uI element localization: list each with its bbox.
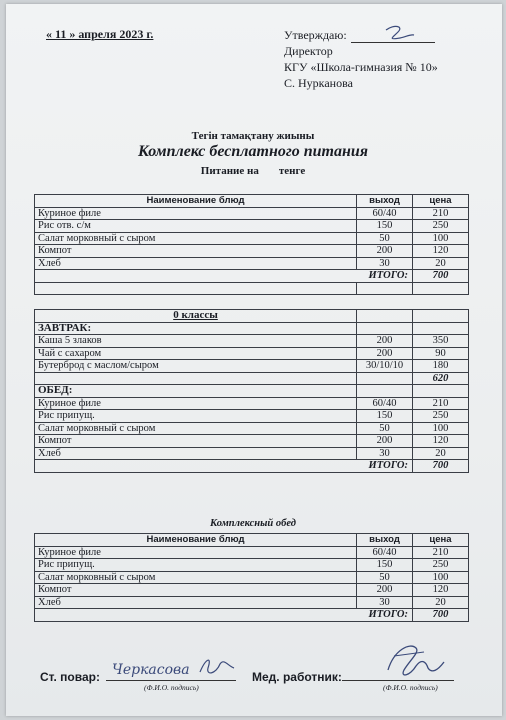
column-name-header: Наименование блюд bbox=[35, 534, 357, 547]
approver-org: КГУ «Школа-гимназия № 10» bbox=[284, 60, 438, 74]
dish-name: Салат морковный с сыром bbox=[35, 232, 357, 245]
dish-price: 20 bbox=[413, 596, 469, 609]
page-title: Комплекс бесплатного питания bbox=[138, 143, 368, 160]
dish-price: 20 bbox=[413, 447, 469, 460]
dish-name: Хлеб bbox=[35, 257, 357, 270]
cook-signature bbox=[108, 650, 240, 684]
dish-price: 210 bbox=[413, 397, 469, 410]
dish-output: 60/40 bbox=[357, 546, 413, 559]
table-row bbox=[35, 360, 469, 373]
dish-name: Рис отв. с/м bbox=[35, 220, 357, 233]
approver-position: Директор bbox=[284, 44, 333, 58]
breakfast-total-value: 620 bbox=[413, 372, 469, 385]
cook-hint: (Ф.И.О. подпись) bbox=[144, 683, 199, 692]
menu-table-complex-body bbox=[35, 546, 469, 609]
document-date: « 11 » апреля 2023 г. bbox=[46, 27, 154, 41]
complex-lunch-label: Комплексный обед bbox=[210, 518, 296, 529]
dish-output: 30/10/10 bbox=[357, 360, 413, 373]
column-output-header: выход bbox=[357, 195, 413, 208]
total-label: ИТОГО: bbox=[35, 609, 413, 622]
total-value: 700 bbox=[413, 609, 469, 622]
dish-name: Бутерброд с маслом/сыром bbox=[35, 360, 357, 373]
dish-price: 90 bbox=[413, 347, 469, 360]
total-value: 700 bbox=[413, 270, 469, 283]
dish-price: 180 bbox=[413, 360, 469, 373]
kazakh-title: Тегін тамақтану жиыны bbox=[191, 130, 315, 142]
dish-price: 250 bbox=[413, 559, 469, 572]
dish-output: 50 bbox=[357, 422, 413, 435]
dish-name: Салат морковный с сыром bbox=[35, 422, 357, 435]
breakfast-section-row bbox=[35, 322, 469, 335]
column-price-header: цена bbox=[413, 534, 469, 547]
table-row bbox=[35, 546, 469, 559]
table-row bbox=[35, 559, 469, 572]
breakfast-label: ЗАВТРАК: bbox=[35, 322, 357, 335]
dish-name: Куриное филе bbox=[35, 546, 357, 559]
dish-name: Компот bbox=[35, 584, 357, 597]
dish-output: 150 bbox=[357, 220, 413, 233]
dish-output: 200 bbox=[357, 335, 413, 348]
table-row bbox=[35, 245, 469, 258]
table-row bbox=[35, 220, 469, 233]
dish-name: Чай с сахаром bbox=[35, 347, 357, 360]
empty-row bbox=[35, 282, 469, 295]
table-row bbox=[35, 232, 469, 245]
menu-table-main-body bbox=[35, 207, 469, 270]
dish-price: 100 bbox=[413, 232, 469, 245]
cook-label: Ст. повар: bbox=[40, 670, 100, 684]
dish-name: Рис припущ. bbox=[35, 559, 357, 572]
dish-output: 30 bbox=[357, 596, 413, 609]
lunch-section-row bbox=[35, 385, 469, 398]
total-label: ИТОГО: bbox=[35, 460, 413, 473]
total-value: 700 bbox=[413, 460, 469, 473]
dish-name: Куриное филе bbox=[35, 207, 357, 220]
dish-name: Компот bbox=[35, 245, 357, 258]
dish-name: Куриное филе bbox=[35, 397, 357, 410]
dish-price: 120 bbox=[413, 245, 469, 258]
dish-output: 60/40 bbox=[357, 397, 413, 410]
price-line bbox=[0, 165, 506, 177]
column-output-header: выход bbox=[357, 534, 413, 547]
approve-label: Утверждаю: bbox=[284, 28, 347, 42]
dish-output: 200 bbox=[357, 435, 413, 448]
dish-output: 200 bbox=[357, 584, 413, 597]
dish-price: 250 bbox=[413, 220, 469, 233]
price-prefix: Питание на bbox=[200, 165, 259, 177]
dish-output: 200 bbox=[357, 245, 413, 258]
table-row bbox=[35, 435, 469, 448]
dish-name: Каша 5 злаков bbox=[35, 335, 357, 348]
table-row bbox=[35, 257, 469, 270]
dish-price: 210 bbox=[413, 546, 469, 559]
dish-output: 50 bbox=[357, 232, 413, 245]
dish-output: 150 bbox=[357, 559, 413, 572]
dish-price: 210 bbox=[413, 207, 469, 220]
dish-output: 30 bbox=[357, 447, 413, 460]
dish-output: 60/40 bbox=[357, 207, 413, 220]
lunch-rows bbox=[35, 397, 469, 460]
medic-signature bbox=[380, 640, 450, 684]
table-header-row bbox=[35, 195, 469, 208]
total-row bbox=[35, 460, 469, 473]
dish-price: 350 bbox=[413, 335, 469, 348]
breakfast-rows bbox=[35, 335, 469, 373]
table-row bbox=[35, 397, 469, 410]
table-row bbox=[35, 422, 469, 435]
dish-price: 100 bbox=[413, 422, 469, 435]
dish-price: 120 bbox=[413, 584, 469, 597]
approver-name: С. Нурканова bbox=[284, 76, 353, 90]
menu-table-main bbox=[34, 194, 469, 295]
column-name-header: Наименование блюд bbox=[35, 195, 357, 208]
dish-name: Хлеб bbox=[35, 447, 357, 460]
menu-table-class bbox=[34, 309, 469, 473]
total-row bbox=[35, 609, 469, 622]
table-header-row bbox=[35, 534, 469, 547]
column-price-header: цена bbox=[413, 195, 469, 208]
dish-output: 50 bbox=[357, 571, 413, 584]
dish-price: 250 bbox=[413, 410, 469, 423]
cook-signature-text: Черкасова bbox=[112, 662, 190, 678]
dish-price: 20 bbox=[413, 257, 469, 270]
lunch-label: ОБЕД: bbox=[35, 385, 357, 398]
dish-name: Салат морковный с сыром bbox=[35, 571, 357, 584]
table-row bbox=[35, 207, 469, 220]
dish-name: Рис припущ. bbox=[35, 410, 357, 423]
total-row bbox=[35, 270, 469, 283]
dish-name: Хлеб bbox=[35, 596, 357, 609]
dish-output: 30 bbox=[357, 257, 413, 270]
dish-name: Компот bbox=[35, 435, 357, 448]
medic-hint: (Ф.И.О. подпись) bbox=[383, 683, 438, 692]
table-row bbox=[35, 596, 469, 609]
table-row bbox=[35, 410, 469, 423]
total-label: ИТОГО: bbox=[35, 270, 413, 283]
table-row bbox=[35, 447, 469, 460]
table-row bbox=[35, 571, 469, 584]
price-suffix: тенге bbox=[278, 165, 306, 177]
dish-output: 150 bbox=[357, 410, 413, 423]
breakfast-total-row bbox=[35, 372, 469, 385]
dish-price: 120 bbox=[413, 435, 469, 448]
table-row bbox=[35, 584, 469, 597]
dish-output: 200 bbox=[357, 347, 413, 360]
table-row bbox=[35, 335, 469, 348]
class-label: 0 классы bbox=[35, 310, 357, 323]
dish-price: 100 bbox=[413, 571, 469, 584]
table-row bbox=[35, 347, 469, 360]
director-signature bbox=[380, 22, 420, 44]
medic-label: Мед. работник: bbox=[252, 670, 342, 684]
menu-table-complex bbox=[34, 533, 469, 622]
class-row bbox=[35, 310, 469, 323]
